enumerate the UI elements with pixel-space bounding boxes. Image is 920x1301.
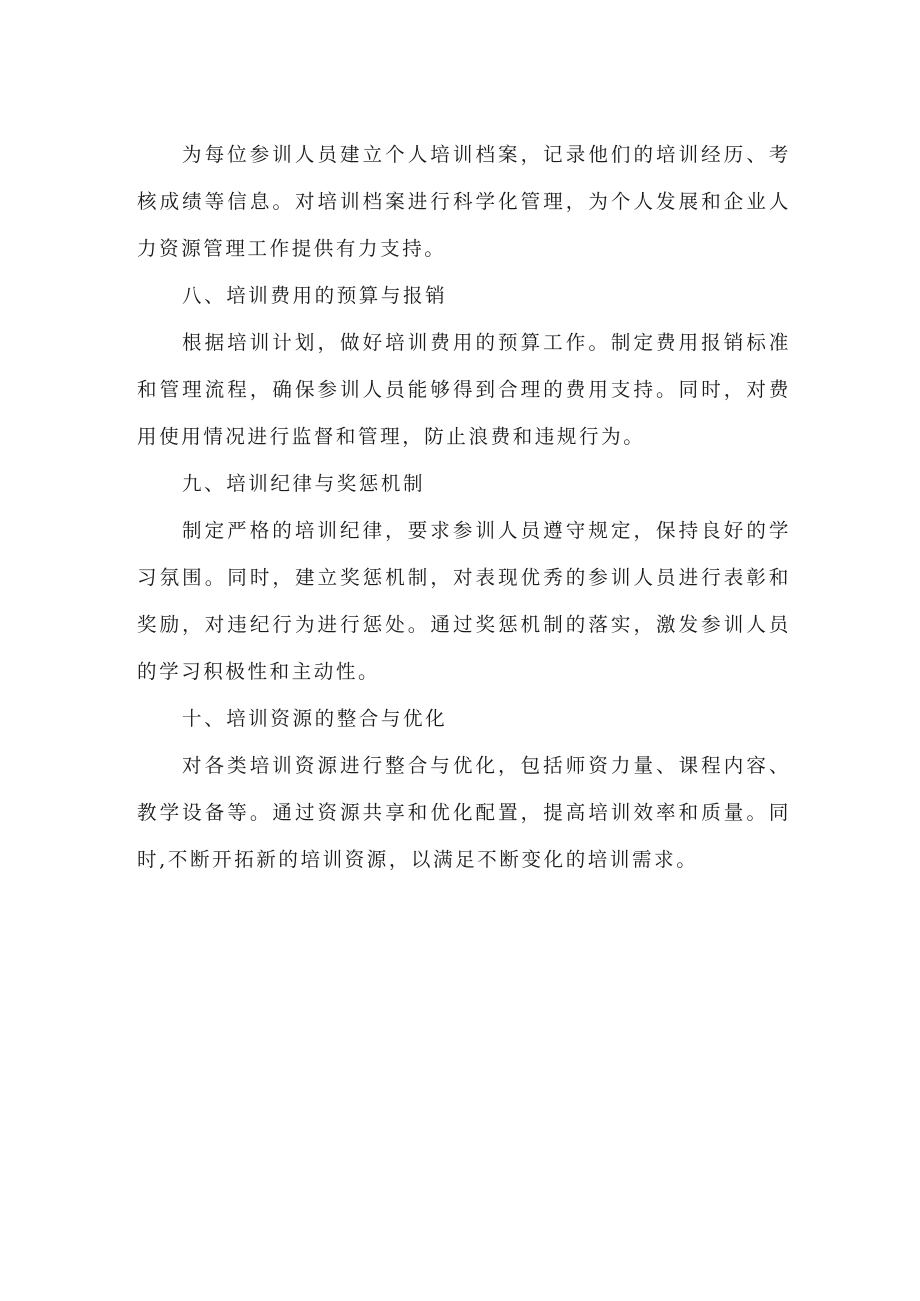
document-body [137, 131, 791, 883]
paragraph-discipline-rewards: 制定严格的培训纪律，要求参训人员遵守规定，保持良好的学习氛围。同时，建立奖惩机制，对表现优秀的参训人员进行表彰和奖励，对违纪行为进行惩处。通过奖惩机制的落实，激发参训人员的学习积极性和主动性。 [137, 519, 791, 683]
section-heading-resources: 十、培训资源的整合与优化 [182, 707, 448, 730]
section-heading-budget: 八、培训费用的预算与报销 [182, 284, 448, 307]
paragraph-budget-reimbursement: 根据培训计划，做好培训费用的预算工作。制定费用报销标准和管理流程，确保参训人员能够得到合理的费用支持。同时，对费用使用情况进行监督和管理，防止浪费和违规行为。 [137, 331, 791, 448]
paragraph-archive-management: 为每位参训人员建立个人培训档案，记录他们的培训经历、考核成绩等信息。对培训档案进行科学化管理，为个人发展和企业人力资源管理工作提供有力支持。 [137, 143, 791, 260]
section-heading-discipline: 九、培训纪律与奖惩机制 [182, 472, 426, 495]
paragraph-resource-optimization: 对各类培训资源进行整合与优化，包括师资力量、课程内容、教学设备等。通过资源共享和优化配置，提高培训效率和质量。同时,不断开拓新的培训资源，以满足不断变化的培训需求。 [137, 754, 791, 871]
